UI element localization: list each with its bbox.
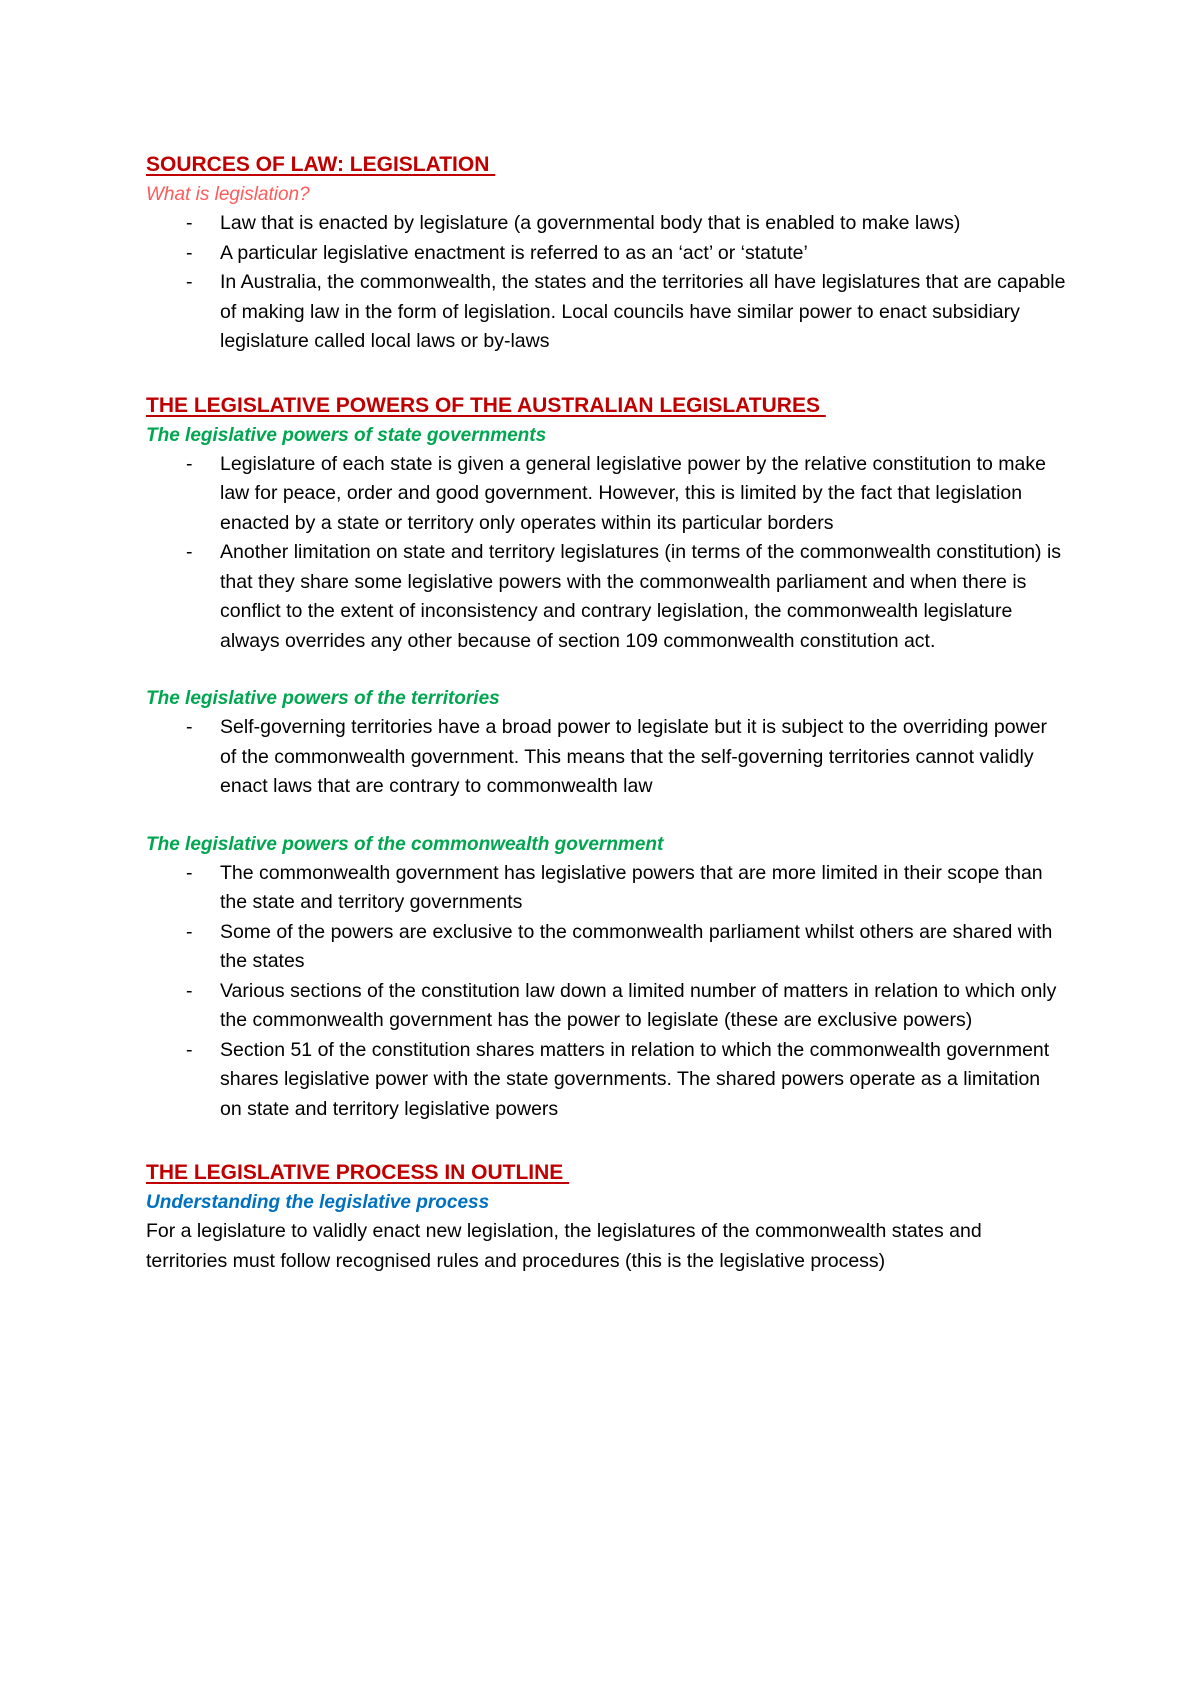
bullet-text: A particular legislative enactment is referred to as an ‘act’ or ‘statute’ [220,241,808,264]
bullet-dash: - [186,541,193,563]
bullet-text: In Australia, the commonwealth, the states and the territories all have legislatures that are capable of making law in the form of legislation. Local councils have similar power to enact subsidiary legislature called local laws or by-laws [220,271,1066,352]
subheading-what-is-legislation: What is legislation? [146,184,310,205]
list-item [146,209,1066,239]
bullet-dash: - [186,241,193,264]
subheading-commonwealth-government: The legislative powers of the commonwealth government [146,833,664,855]
bullet-list-territories [146,713,1066,802]
bullet-text: The commonwealth government has legislative powers that are more limited in their scope than the state and territory governments [220,861,1043,913]
bullet-text: Section 51 of the constitution shares matters in relation to which the commonwealth government shares legislative power with the state governments. The shared powers operate as a limitation on state and territory legislative powers [220,1038,1050,1120]
list-item [146,268,1066,357]
list-item [146,859,1066,918]
bullet-dash: - [186,716,193,738]
bullet-dash: - [186,979,193,1002]
bullet-text: Law that is enacted by legislature (a governmental body that is enabled to make laws) [220,212,961,234]
bullet-list-state-governments [146,450,1066,657]
list-item [146,713,1066,802]
list-item [146,239,1066,269]
bullet-list-commonwealth-government [146,859,1066,1125]
list-item [146,918,1066,977]
bullet-text: Some of the powers are exclusive to the commonwealth parliament whilst others are shared with the states [220,920,1053,972]
document-page [146,150,1066,1276]
subheading-territories: The legislative powers of the territories [146,688,500,709]
section-heading-legislative-powers: THE LEGISLATIVE POWERS OF THE AUSTRALIAN LEGISLATURES [146,393,826,417]
bullet-dash: - [186,920,193,943]
bullet-dash: - [186,452,193,475]
bullet-text: Another limitation on state and territory legislatures (in terms of the commonwealth constitution) is that they share some legislative powers with the commonwealth parliament and when there is conflict to the extent of inconsistency and contrary legislation, the commonwealth legislature always overrides any other because of section 109 commonwealth constitution act. [220,541,1062,652]
list-item [146,450,1066,539]
bullet-dash: - [186,1038,193,1061]
bullet-text: Self-governing territories have a broad power to legislate but it is subject to the overriding power of the commonwealth government. This means that the self-governing territories cannot validly enact laws that are contrary to commonwealth law [220,716,1048,797]
bullet-list-what-is-legislation [146,209,1066,357]
bullet-text: Legislature of each state is given a general legislative power by the relative constitution to make law for peace, order and good government. However, this is limited by the fact that legislation enacted by a state or territory only operates within its particular borders [220,452,1046,534]
bullet-dash: - [186,271,193,293]
section-heading-sources-of-law: SOURCES OF LAW: LEGISLATION [146,153,496,176]
bullet-dash: - [186,861,193,884]
list-item [146,1036,1066,1125]
bullet-text: Various sections of the constitution law down a limited number of matters in relation to which only the commonwealth government has the power to legislate (these are exclusive powers) [220,979,1057,1031]
list-item [146,538,1066,656]
subheading-state-governments: The legislative powers of state governments [146,424,547,446]
bullet-dash: - [186,212,193,234]
subheading-understanding-process: Understanding the legislative process [146,1192,490,1213]
paragraph-legislative-process: For a legislature to validly enact new legislation, the legislatures of the commonwealth states and territories must follow recognised rules and procedures (this is the legislative process) [146,1220,982,1272]
list-item [146,977,1066,1036]
section-heading-legislative-process: THE LEGISLATIVE PROCESS IN OUTLINE [146,1161,570,1184]
